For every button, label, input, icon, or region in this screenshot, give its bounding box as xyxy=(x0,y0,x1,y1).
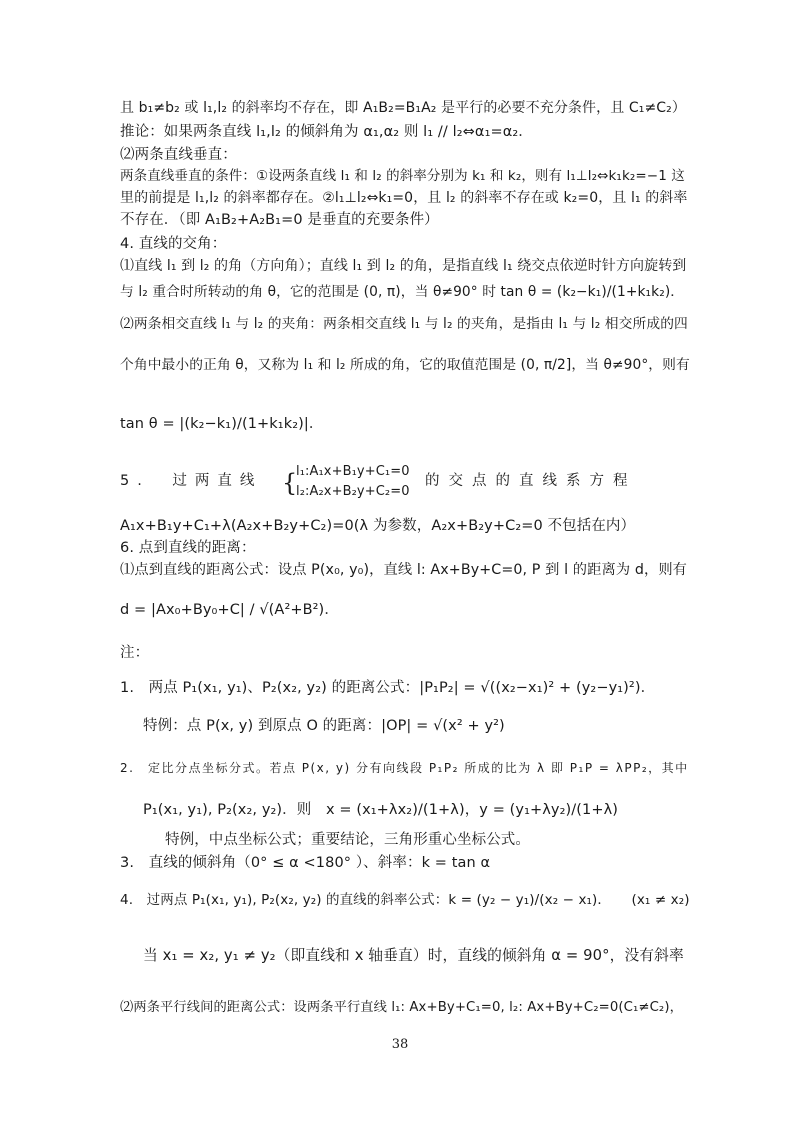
section-heading: ⑵两条直线垂直： xyxy=(120,147,237,163)
text-line: 个角中最小的正角 θ，又称为 l₁ 和 l₂ 所成的角，它的取值范围是 (0, π/2]，当 θ≠90°，则有 xyxy=(120,357,690,373)
formula-line: A₁x+B₁y+C₁+λ(A₂x+B₂y+C₂)=0(λ 为参数，A₂x+B₂y+C₂=0 不包括在内） xyxy=(120,518,636,534)
text-line: 注： xyxy=(120,645,150,661)
text-line: 推论：如果两条直线 l₁,l₂ 的倾斜角为 α₁,α₂ 则 l₁ // l₂⇔α₁=α₂． xyxy=(120,124,533,140)
formula-line: ⑵两条平行线间的距离公式：设两条平行直线 l₁: Ax+By+C₁=0, l₂: Ax+By+C₂=0(C₁≠C₂)， xyxy=(120,1000,683,1015)
text-line: 2. 定比分点坐标分式。若点 P(x, y) 分有向线段 P₁P₂ 所成的比为 λ 即 P₁P = λPP₂，其中 xyxy=(120,761,689,775)
text-line: ⑵两条相交直线 l₁ 与 l₂ 的夹角：两条相交直线 l₁ 与 l₂ 的夹角，是指由 l₁ 与 l₂ 相交所成的四 xyxy=(120,316,688,332)
text-line: ⑴点到直线的距离公式：设点 P(x₀, y₀)，直线 l: Ax+By+C=0, P 到 l 的距离为 d，则有 xyxy=(120,562,688,578)
formula-line: 4. 过两点 P₁(x₁, y₁), P₂(x₂, y₂) 的直线的斜率公式：k = (y₂ − y₁)/(x₂ − x₁)． (x₁ ≠ x₂) xyxy=(120,892,690,908)
section-heading: 6. 点到直线的距离： xyxy=(120,540,256,556)
text-line: 1. 两点 P₁(x₁, y₁)、P₂(x₂, y₂) 的距离公式：|P₁P₂| = √((x₂−x₁)² + (y₂−y₁)²)． xyxy=(120,680,656,696)
brace: { xyxy=(282,469,298,497)
text-line: 不存在．（即 A₁B₂+A₂B₁=0 是垂直的充要条件） xyxy=(120,212,439,228)
text-line: 且 b₁≠b₂ 或 l₁,l₂ 的斜率均不存在，即 A₁B₂=B₁A₂ 是平行的必要不充分条件，且 C₁≠C₂） xyxy=(120,100,686,116)
text-line: 的交点的直线系方程 xyxy=(425,473,637,489)
formula-line: tan θ = |(k₂−k₁)/(1+k₁k₂)|． xyxy=(120,416,324,432)
page-number: 38 xyxy=(391,1037,409,1052)
text-line: ⑴直线 l₁ 到 l₂ 的角（方向角）；直线 l₁ 到 l₂ 的角，是指直线 l₁ 绕交点依逆时针方向旋转到 xyxy=(120,258,687,274)
text-line: 3. 直线的倾斜角（0° ≤ α <180° ）、斜率：k = tan α xyxy=(120,855,491,871)
formula-line: P₁(x₁, y₁), P₂(x₂, y₂)．则 x = (x₁+λx₂)/(1+λ)，y = (y₁+λy₂)/(1+λ) xyxy=(143,802,619,818)
text-line: 特例：点 P(x, y) 到原点 O 的距离：|OP| = √(x² + y²) xyxy=(143,718,505,734)
text-line: 与 l₂ 重合时所转动的角 θ，它的范围是 (0, π)，当 θ≠90° 时 tan θ = (k₂−k₁)/(1+k₁k₂)． xyxy=(120,284,685,300)
text-line: 特例，中点坐标公式；重要结论，三角形重心坐标公式。 xyxy=(165,832,530,848)
section-heading: 4. 直线的交角： xyxy=(120,236,227,252)
text-line: 当 x₁ = x₂, y₁ ≠ y₂（即直线和 x 轴垂直）时，直线的倾斜角 α = 90°，没有斜率 xyxy=(143,947,684,964)
formula-line: d = |Ax₀+By₀+C| / √(A²+B²)． xyxy=(120,602,339,618)
formula-line: l₁:A₁x+B₁y+C₁=0 xyxy=(296,464,410,479)
text-line: 5. 过两直线 xyxy=(120,473,263,489)
formula-line: l₂:A₂x+B₂y+C₂=0 xyxy=(296,484,410,499)
text-line: 里的前提是 l₁,l₂ 的斜率都存在。②l₁⊥l₂⇔k₁=0，且 l₂ 的斜率不存在或 k₂=0，且 l₁ 的斜率 xyxy=(120,190,688,206)
text-line: 两条直线垂直的条件：①设两条直线 l₁ 和 l₂ 的斜率分别为 k₁ 和 k₂，则有 l₁⊥l₂⇔k₁k₂=−1 这 xyxy=(120,168,685,184)
